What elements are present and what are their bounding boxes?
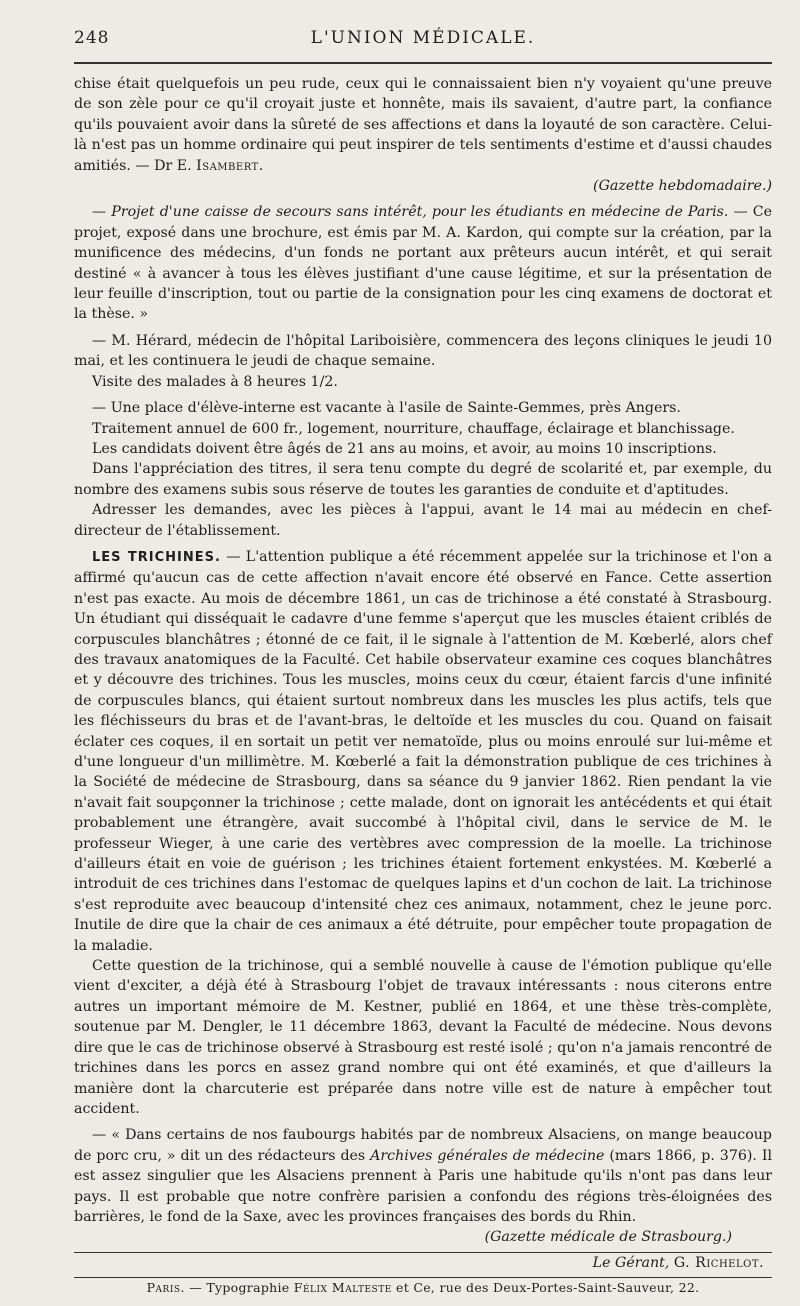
paragraph-candidats: Les candidats doivent être âgés de 21 ans au moins, et avoir, au moins 10 inscriptions. <box>92 440 717 457</box>
paragraph-visite: Visite des malades à 8 heures 1/2. <box>92 373 338 390</box>
gerant-line: Le Gérant, G. Richelot. <box>592 1254 764 1271</box>
page-number: 248 <box>74 28 110 48</box>
paragraph-titres: Dans l'appréciation des titres, il sera tenu compte du degré de scolarité et, par exemple, du nombre des examens subis sous réserve de toutes les garanties de conduite et d'aptitudes. <box>74 461 772 498</box>
header-rule <box>74 62 772 64</box>
running-title: L'UNION MÉDICALE. <box>310 28 536 48</box>
source-citation-strasbourg: (Gazette médicale de Strasbourg.) <box>484 1229 732 1246</box>
paragraph-demandes: Adresser les demandes, avec les pièces à l'appui, avant le 14 mai au médecin en chef-directeur de l'établissement. <box>74 502 772 539</box>
paragraph-trichinose-strasbourg: Cette question de la trichinose, qui a semblé nouvelle à cause de l'émotion publique qu'elle vient d'exciter, a déjà été à Strasbourg l'objet de travaux intéressants : nous citerons entre autres un important mémoire de M. Kestner, publié en 1864, et une thèse très-complète, soutenue par M. Dengler, le 11 décembre 1863, devant la Faculté de médecine. Nous devons dire que le cas de trichinose observé à Strasbourg est resté isolé ; qu'on n'a jamais rencontré de trichines dans les porcs en assez grand nombre qui ont été examinés, et que d'ailleurs la manière dont la charcuterie est préparée dans notre ville est de nature à empêcher tout accident. <box>74 958 772 1117</box>
paragraph-traitement: Traitement annuel de 600 fr., logement, nourriture, chauffage, éclairage et blanchissage. <box>92 420 735 437</box>
paragraph-isambert: chise était quelquefois un peu rude, ceux qui le connaissaient bien n'y voyaient qu'une preuve de son zèle pour ce qu'il croyait juste et honnête, mais ils savaient, d'autre part, la confiance qu'ils pouvaient avoir dans la sûreté de ses affections et dans la loyauté de son caractère. Celui-là n'est pas un homme ordinaire qui peut inspirer de tels sentiments d'estime et d'aussi chaudes amitiés. — Dr E. Isambert. <box>74 76 772 174</box>
paragraph-title: — Projet d'une caisse de secours sans intérêt, pour les étudiants en médecine de Paris. — <box>92 204 748 221</box>
journal-title: Archives générales de médecine <box>370 1147 605 1164</box>
paragraph-alsaciens: — « Dans certains de nos faubourgs habités par de nombreux Alsaciens, on mange beaucoup de porc cru, » dit un des rédacteurs des Archives générales de médecine (mars 1866, p. 376). Il est assez singulier que les Alsaciens prennent à Paris une habitude qu'ils n'ont pas dans leur pays. Il est probable que notre confrère parisien a confondu des régions très-éloignées des barrières, le fond de la Saxe, avec les provinces françaises des bords du Rhin. <box>74 1127 772 1225</box>
paragraph-eleve-interne: — Une place d'élève-interne est vacante à l'asile de Sainte-Gemmes, près Angers. <box>92 400 681 417</box>
source-citation: (Gazette hebdomadaire.) <box>593 178 772 195</box>
imprint-line: Paris. — Typographie Félix Malteste et Ce, rue des Deux-Portes-Saint-Sauveur, 22. <box>146 1280 700 1296</box>
article-body <box>74 74 772 1299</box>
page-header <box>74 28 772 58</box>
paragraph-caisse-secours: — Projet d'une caisse de secours sans intérêt, pour les étudiants en médecine de Paris. — Ce projet, exposé dans une brochure, est émis par M. A. Kardon, qui compte sur la création, par la munificence des médecins, d'un fonds ne portant aux prêteurs aucun intérêt, et qui serait destiné « à avancer à tous les élèves justifiant d'une cause légitime, et sur la présentation de leur feuille d'inscription, tout ou partie de la consignation pour les cinq examens de doctorat et la thèse. » <box>74 204 773 323</box>
author-name: Isambert. <box>196 157 264 174</box>
section-heading: LES TRICHINES. <box>92 549 221 565</box>
paragraph-trichines: LES TRICHINES. — L'attention publique a été récemment appelée sur la trichinose et l'on a affirmé qu'aucun cas de cette affection n'avait encore été observé en Fance. Cette assertion n'est pas exacte. Au mois de décembre 1861, un cas de trichinose a été constaté à Strasbourg. Un étudiant qui disséquait le cadavre d'une femme s'aperçut que les muscles étaient criblés de corpuscules blanchâtres ; étonné de ce fait, il le signale à l'attention de M. Kœberlé, alors chef des travaux anatomiques de la Faculté. Cet habile observateur examine ces coques blanchâtres et y découvre des trichines. Tous les muscles, moins ceux du cœur, étaient farcis d'une infinité de corpuscules blancs, qui étaient surtout nombreux dans les muscles les plus actifs, tels que les fléchisseurs du bras et de l'avant-bras, le deltoïde et les muscles du cou. Quand on faisait éclater ces coques, il en sortait un petit ver nematoïde, plus ou moins enroulé sur lui-même et d'une longueur d'un millimètre. M. Kœberlé a fait la démonstration publique de ces trichines à la Société de médecine de Strasbourg, dans sa séance du 9 janvier 1862. Rien pendant la vie n'avait fait soupçonner la trichinose ; cette malade, dont on ignorait les antécédents et qui était probablement une étrangère, avait succombé à l'hôpital civil, dans le service de M. le professeur Wieger, à une carie des vertèbres avec compression de la moelle. La trichinose d'ailleurs était en voie de guérison ; les trichines étaient fortement enkystées. M. Kœberlé a introduit de ces trichines dans l'estomac de quelques lapins et d'un cochon de lait. La trichinose s'est reproduite avec beaucoup d'intensité chez ces animaux, notamment, chez le jeune porc. Inutile de dire que la chair de ces animaux a été détruite, pour empêcher toute propagation de la maladie. <box>74 548 772 954</box>
paragraph-herard: — M. Hérard, médecin de l'hôpital Lariboisière, commencera des leçons cliniques le jeudi 10 mai, et les continuera le jeudi de chaque semaine. <box>74 332 772 370</box>
